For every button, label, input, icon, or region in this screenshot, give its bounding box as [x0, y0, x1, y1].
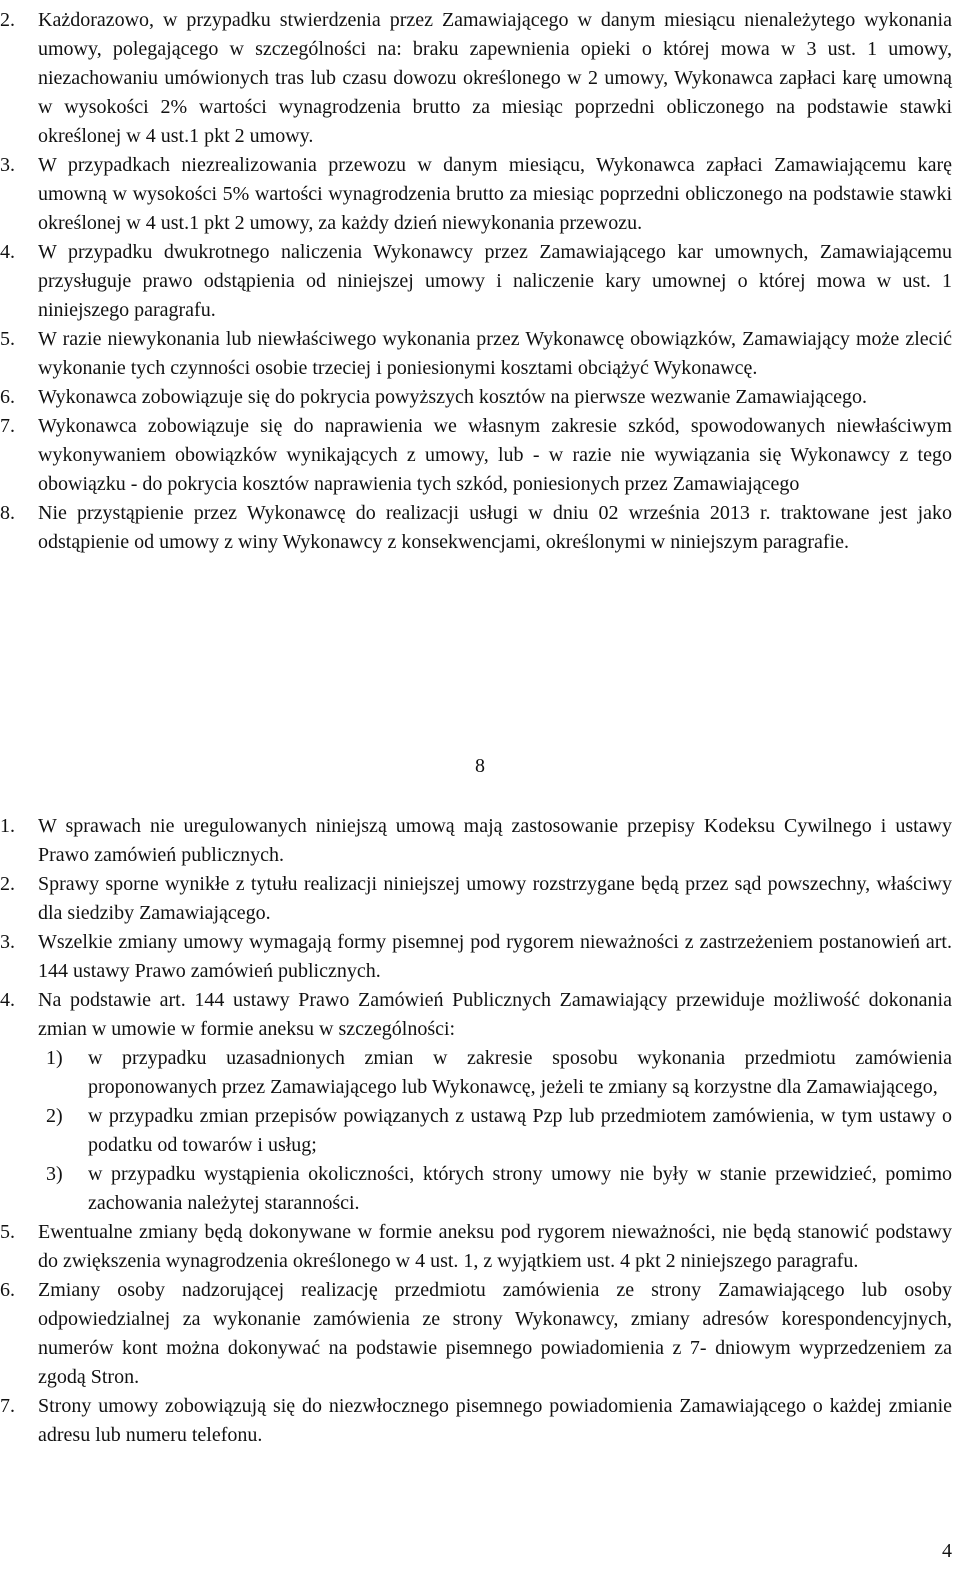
sub-item-number: 3): [46, 1163, 63, 1185]
item-text: Każdorazowo, w przypadku stwierdzenia przez Zamawiającego w danym miesiącu nienależytego wykonania umowy, polegającego w szczególności na: braku zapewnienia opieki o której mowa w 3 ust. 1 umowy, niezachowaniu umówionych tras lub czasu dowozu określonego w 2 umowy, Wykonawca zapłaci karę umowną w wysokości 2% wartości wynagrodzenia brutto za miesiąc poprzedni obliczonego na podstawie stawki określonej w 4 ust.1 pkt 2 umowy.: [38, 9, 952, 147]
list-item: [0, 870, 960, 928]
item-number: 2.: [0, 873, 15, 895]
list-item: [0, 383, 960, 412]
item-number: 8.: [0, 502, 15, 524]
item-text: Na podstawie art. 144 ustawy Prawo Zamówień Publicznych Zamawiający przewiduje możliwość dokonania zmian w umowie w formie aneksu w szczególności:: [38, 989, 952, 1040]
item-text: W przypadku dwukrotnego naliczenia Wykonawcy przez Zamawiającego kar umownych, Zamawiającemu przysługuje prawo odstąpienia od niniejszej umowy i naliczenie kary umownej o której mowa w ust. 1 niniejszego paragrafu.: [38, 241, 952, 321]
item-number: 5.: [0, 328, 15, 350]
item-number: 1.: [0, 815, 15, 837]
sub-item-text: w przypadku uzasadnionych zmian w zakresie sposobu wykonania przedmiotu zamówienia proponowanych przez Zamawiającego lub Wykonawcę, jeżeli te zmiany są korzystne dla Zamawiającego,: [88, 1047, 952, 1098]
list-item: [0, 412, 960, 499]
item-text: Wykonawca zobowiązuje się do pokrycia powyższych kosztów na pierwsze wezwanie Zamawiającego.: [38, 386, 868, 408]
item-text: Sprawy sporne wynikłe z tytułu realizacji niniejszej umowy rozstrzygane będą przez sąd powszechny, właściwy dla siedziby Zamawiającego.: [38, 873, 952, 924]
item-text: Ewentualne zmiany będą dokonywane w formie aneksu pod rygorem nieważności, nie będą stanowić podstawy do zwiększenia wynagrodzenia określonego w 4 ust. 1, z wyjątkiem ust. 4 pkt 2 niniejszego paragrafu.: [38, 1221, 952, 1272]
list-item: [0, 1276, 960, 1392]
item-text: W przypadkach niezrealizowania przewozu w danym miesiącu, Wykonawca zapłaci Zamawiającemu karę umowną w wysokości 5% wartości wynagrodzenia brutto za miesiąc poprzedni obliczonego na podstawie stawki określonej w 4 ust.1 pkt 2 umowy, za każdy dzień niewykonania przewozu.: [38, 154, 952, 234]
sub-list-item: [0, 1160, 960, 1218]
section-8-heading: 8: [475, 755, 485, 777]
list-item: [0, 986, 960, 1044]
list-item: [0, 6, 960, 151]
sub-list-item: [0, 1102, 960, 1160]
item-text: Zmiany osoby nadzorującej realizację przedmiotu zamówienia ze strony Zamawiającego lub osoby odpowiedzialnej za wykonanie zamówienia ze strony Wykonawcy, zmiany adresów korespondencyjnych, numerów kont można dokonywać na podstawie pisemnego powiadomienia z 7- dniowym wyprzedzeniem za zgodą Stron.: [38, 1279, 952, 1388]
sub-item-number: 1): [46, 1047, 63, 1069]
item-text: Strony umowy zobowiązują się do niezwłocznego pisemnego powiadomienia Zamawiającego o każdej zmianie adresu lub numeru telefonu.: [38, 1395, 952, 1446]
sub-item-text: w przypadku wystąpienia okoliczności, których strony umowy nie były w stanie przewidzieć, pomimo zachowania należytej staranności.: [88, 1163, 952, 1214]
item-text: W sprawach nie uregulowanych niniejszą umową mają zastosowanie przepisy Kodeksu Cywilnego i ustawy Prawo zamówień publicznych.: [38, 815, 952, 866]
sub-item-number: 2): [46, 1105, 63, 1127]
item-text: Nie przystąpienie przez Wykonawcę do realizacji usługi w dniu 02 września 2013 r. traktowane jest jako odstąpienie od umowy z winy Wykonawcy z konsekwencjami, określonymi w niniejszym paragrafie.: [38, 502, 952, 553]
item-number: 4.: [0, 241, 15, 263]
item-number: 3.: [0, 154, 15, 176]
list-item: [0, 1392, 960, 1450]
list-item: [0, 151, 960, 238]
list-item: [0, 812, 960, 870]
item-number: 3.: [0, 931, 15, 953]
list-item: [0, 238, 960, 325]
item-number: 2.: [0, 9, 15, 31]
list-item: [0, 499, 960, 557]
item-number: 4.: [0, 989, 15, 1011]
item-text: Wykonawca zobowiązuje się do naprawienia we własnym zakresie szkód, spowodowanych niewłaściwym wykonywaniem obowiązków wynikających z umowy, lub - w razie nie wywiązania się Wykonawcy z tego obowiązku - do pokrycia kosztów naprawienia tych szkód, poniesionych przez Zamawiającego: [38, 415, 952, 495]
item-number: 7.: [0, 415, 15, 437]
list-item: [0, 1218, 960, 1276]
section-7-list: [0, 6, 960, 557]
list-item: [0, 928, 960, 986]
list-item: [0, 325, 960, 383]
page-number: 4: [942, 1540, 952, 1562]
item-number: 7.: [0, 1395, 15, 1417]
sub-item-text: w przypadku zmian przepisów powiązanych z ustawą Pzp lub przedmiotem zamówienia, w tym ustawy o podatku od towarów i usług;: [88, 1105, 952, 1156]
sub-list-item: [0, 1044, 960, 1102]
item-text: W razie niewykonania lub niewłaściwego wykonania przez Wykonawcę obowiązków, Zamawiający może zlecić wykonanie tych czynności osobie trzeciej i poniesionymi kosztami obciążyć Wykonawcę.: [38, 328, 952, 379]
section-8-list: [0, 812, 960, 1450]
item-number: 6.: [0, 1279, 15, 1301]
item-number: 5.: [0, 1221, 15, 1243]
item-text: Wszelkie zmiany umowy wymagają formy pisemnej pod rygorem nieważności z zastrzeżeniem postanowień art. 144 ustawy Prawo zamówień publicznych.: [38, 931, 952, 982]
item-number: 6.: [0, 386, 15, 408]
